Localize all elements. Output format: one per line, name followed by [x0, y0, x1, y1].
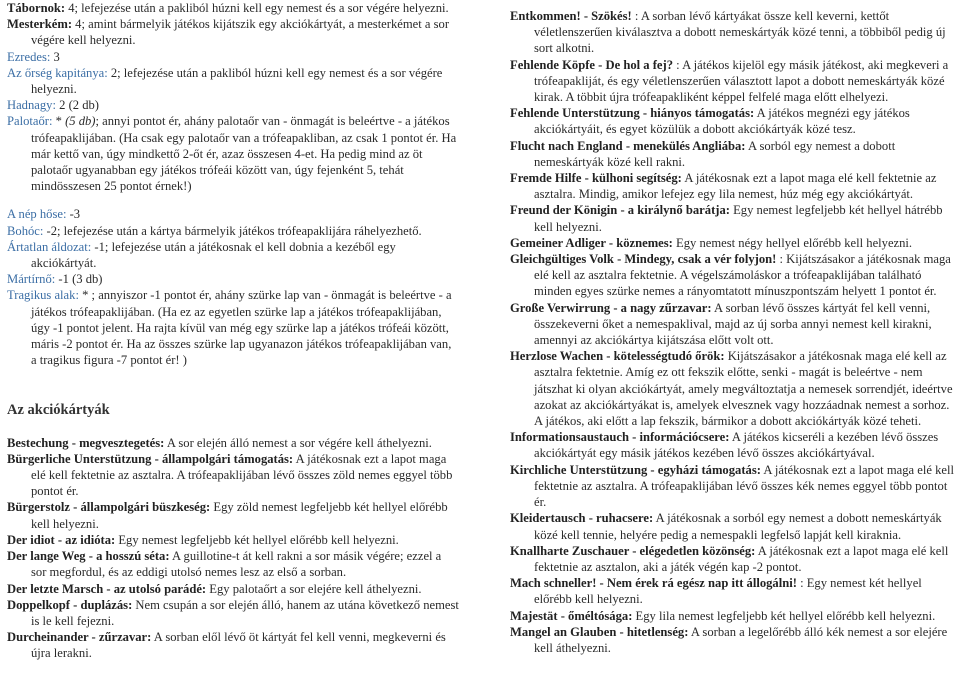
entry	[510, 8, 954, 57]
entry-text: : Kijátszásakor a játékosnak maga elé kell az asztalra fektetnie. A végelszámoláskor a trófeapaklijában található minden egyes szürke nemes a rányomtatott mínuszpontszám helyett 1 pontot ér.	[534, 252, 951, 299]
entry-label: Fremde Hilfe - külhoni segítség:	[510, 171, 682, 186]
entry	[510, 202, 954, 234]
entry-text: 3	[50, 49, 60, 64]
entry-text: A játékos kicseréli a kezében lévő összes akciókártyát egy másik játékos kezében lévő összes akciókártyával.	[534, 430, 939, 461]
entry	[510, 510, 954, 542]
entry-label: Der lange Weg - a hosszú séta:	[7, 549, 170, 564]
entry-text: Egy zöld nemest legfeljebb két hellyel előrébb kell helyezni.	[31, 500, 448, 531]
entry-text: Egy lila nemest legfeljebb két hellyel előrébb kell helyezni.	[632, 608, 936, 623]
entry	[510, 300, 954, 349]
entry-label: Bürgerliche Unterstützung - állampolgári támogatás:	[7, 451, 294, 466]
entry-label: Kirchliche Unterstützung - egyházi támogatás:	[510, 462, 761, 477]
entry-label: Durcheinander - zűrzavar:	[7, 630, 152, 645]
entry	[510, 170, 954, 202]
tragikus-entry	[7, 287, 459, 368]
entry-label: Majestät - őméltósága:	[510, 608, 633, 623]
entry	[510, 138, 954, 170]
entry	[7, 451, 459, 500]
palotaor-entry	[7, 113, 459, 194]
entry-label: Gemeiner Adliger - köznemes:	[510, 235, 673, 250]
entry	[7, 581, 459, 597]
entry	[7, 49, 459, 65]
entry-text: A játékos megnézi egy játékos akciókártyáit, és egyet közülük a dobott akciókártyák közé tesz.	[534, 106, 910, 137]
entry-label: Bürgerstolz - állampolgári büszkeség:	[7, 500, 211, 515]
actions-right-list	[510, 8, 954, 656]
entry-text: A játékosnak ezt a lapot maga elé kell fektetnie az asztalra. A trófeapaklijában lévő összes kék nemes eggyel több pontot ér.	[534, 462, 954, 510]
entry-text: A sorból egy nemest a dobott nemeskártyák közé kell rakni.	[534, 138, 896, 169]
entry-label: Ártatlan áldozat:	[7, 239, 92, 254]
entry-text: 4; lefejezése után a pakliból húzni kell egy nemest és a sor végére helyezni.	[65, 1, 449, 15]
entry-text: : Egy nemest két hellyel előrébb kell helyezni.	[534, 576, 922, 607]
section-title: Az akciókártyák	[7, 402, 110, 419]
entry-text: Egy nemest legfeljebb két hellyel hátrébb kell helyezni.	[534, 203, 943, 234]
entry-label: Az őrség kapitánya:	[7, 65, 108, 80]
palotaor-name: Palotaőr:	[7, 114, 53, 129]
entry	[7, 499, 459, 531]
nep-hose-name: A nép hőse:	[7, 207, 67, 222]
entry-label: Große Verwirrung - a nagy zűrzavar:	[510, 300, 712, 315]
entry	[7, 16, 459, 48]
palotaor-text: ; annyi pontot ér, ahány palotaőr van - önmagát is beleértve - a játékos trófeapaklijában. (Ha csak egy palotaőr van a trófeapakliban, az csak 1 pontot ér. Ha már kettő van, úgy mindkettő 2-őt ér, azaz összesen 4-et. Ha pedig mind az öt palotaőr ugyanabban egy játékos trófeái között van, úgy fejenként 5, tehát mindösszesen 25 pontot érnek!)	[31, 114, 457, 194]
entry-text: A sorban a legelőrébb álló kék nemest a sor elejére kell áthelyezni.	[534, 624, 948, 655]
entry-text: Egy nemest legfeljebb két hellyel előrébb kell helyezni.	[115, 532, 399, 547]
entry	[7, 532, 459, 548]
entry-text: -2; lefejezése után a kártya bármelyik játékos trófeapaklijára ráhelyezhető.	[43, 223, 422, 238]
entry-text: A sorban elől lévő öt kártyát fel kell venni, megkeverni és újra lerakni.	[31, 630, 446, 661]
entry-label: Mesterkém:	[7, 17, 73, 32]
actions-left-list	[7, 435, 459, 662]
entry-text: -1; lefejezése után a játékosnak el kell dobnia a kezéből egy akciókártyát.	[31, 239, 396, 271]
entry-text: A játékosnak ezt a lapot maga elé kell fektetnie az asztalra. A trófeapaklijában lévő összes zöld nemes eggyel több pontot ér.	[31, 451, 453, 499]
nep-hose-entry	[7, 206, 459, 222]
entry-text: Nem csupán a sor elején álló, hanem az utána következő nemest is le kell fejezni.	[31, 597, 459, 628]
entry	[510, 235, 954, 251]
entry	[510, 608, 954, 624]
entry-label: Der letzte Marsch - az utolsó parádé:	[7, 581, 207, 596]
entry-label: Der idiot - az idióta:	[7, 532, 116, 547]
entry-label: Gleichgültiges Volk - Mindegy, csak a vér folyjon!	[510, 252, 777, 267]
entry-label: Herzlose Wachen - kötelességtudó őrök:	[510, 349, 725, 364]
entry	[510, 57, 954, 106]
roles-bottom-list	[7, 223, 459, 288]
tragikus-name: Tragikus alak:	[7, 288, 79, 303]
entry	[510, 251, 954, 300]
entry-text: : A sorban lévő kártyákat össze kell keverni, kettőt véletlenszerűen kiválasztva a dobott nemeskártyák közé tenni, a többiből pedig új sort alkotni.	[534, 9, 946, 56]
entry-text: Egy palotaőrt a sor elejére kell áthelyezni.	[206, 581, 422, 596]
entry-text: A sor elején álló nemest a sor végére kell áthelyezni.	[164, 435, 432, 450]
entry-text: Egy nemest négy hellyel előrébb kell helyezni.	[672, 235, 913, 250]
entry-label: Hadnagy:	[7, 98, 56, 113]
entry	[7, 0, 459, 16]
left-column	[7, 0, 459, 662]
entry-label: Informationsaustauch - információcsere:	[510, 430, 730, 445]
entry-label: Freund der Königin - a királynő barátja:	[510, 203, 730, 218]
entry	[7, 97, 459, 113]
entry-text: A sorban lévő összes kártyát fel kell venni, összekeverni őket a nemespaklival, majd az új sorba annyi nemest kell kirakni, amennyi az akciókártya kijátszása előtt volt ott.	[534, 300, 932, 348]
entry	[7, 548, 459, 580]
entry-label: Mártírnő:	[7, 272, 56, 287]
entry	[7, 239, 459, 271]
entry-text: A játékosnak ezt a lapot maga elé kell fektetnie az asztalon, aki a játék végén kap -2 pontot.	[534, 543, 949, 574]
entry-text: : A játékos kijelöl egy másik játékost, aki megkeveri a trófeapakliját, és egy véletlenszerűen választott lapot a dobott nemeskártyák közé kirak. A többit újra trófeapakliként képpel felfelé maga előtt elhelyezi.	[534, 57, 949, 105]
palotaor-star: *	[52, 114, 66, 129]
palotaor-count: (5 db)	[65, 114, 96, 129]
entry-label: Flucht nach England - menekülés Angliába:	[510, 138, 746, 153]
entry	[510, 462, 954, 511]
entry	[510, 575, 954, 607]
roles-top-list	[7, 0, 459, 113]
entry-text: 4; amint bármelyik játékos kijátszik egy akciókártyát, a mesterkémet a sor végére kell helyezni.	[31, 17, 450, 48]
entry-text: A játékosnak a sorból egy nemest a dobott nemeskártyák közé kell tennie, helyére pedig a nemespakli legfelső lapját kell kiraknia.	[534, 511, 942, 542]
entry-label: Tábornok:	[7, 1, 66, 15]
entry	[510, 543, 954, 575]
entry-label: Kleidertausch - ruhacsere:	[510, 511, 654, 526]
entry-label: Fehlende Unterstützung - hiányos támogatás:	[510, 106, 755, 121]
entry	[7, 629, 459, 661]
entry-label: Fehlende Köpfe - De hol a fej?	[510, 57, 673, 72]
tragikus-text: * ; annyiszor -1 pontot ér, ahány szürke lap van - önmagát is beleértve - a játékos trófeapaklijában. (Ha ez az egyetlen szürke lap a játékos trófeapaklijában, úgy -1 pontot jelent. Ha rajta kívül van még egy szürke lap a játékos trófeái között, máris -2 pontot ér. Ha az összes szürke lap ugyanazon játékos trófeapaklijában van, a tragikus figura -7 pontot ér! )	[31, 288, 452, 368]
entry	[7, 65, 459, 97]
entry	[7, 271, 459, 287]
entry-label: Bohóc:	[7, 223, 44, 238]
nep-hose-text: -3	[66, 207, 81, 222]
entry-label: Ezredes:	[7, 49, 51, 64]
entry-text: A játékosnak ezt a lapot maga elé kell fektetnie az asztalra. Mindig, amikor lefejez egy lila nemest, húz még egy akciókártyát.	[534, 171, 937, 202]
entry	[510, 105, 954, 137]
right-column	[510, 8, 954, 656]
entry-label: Bestechung - megvesztegetés:	[7, 435, 165, 450]
entry	[510, 348, 954, 429]
entry-text: -1 (3 db)	[55, 272, 103, 287]
entry-label: Doppelkopf - duplázás:	[7, 597, 133, 612]
entry-text: A guillotine-t át kell rakni a sor másik végére; ezzel a sor megfordul, és az eddigi utolsó nemes lesz az első a sorban.	[31, 549, 442, 580]
entry-label: Mangel an Glauben - hitetlenség:	[510, 624, 689, 639]
entry-text: 2; lefejezése után a pakliból húzni kell egy nemest és a sor végére helyezni.	[31, 65, 443, 97]
entry	[510, 624, 954, 656]
entry	[7, 435, 459, 451]
entry-label: Entkommen! - Szökés!	[510, 9, 632, 23]
entry-label: Knallharte Zuschauer - elégedetlen közönség:	[510, 543, 756, 558]
entry-label: Mach schneller! - Nem érek rá egész nap itt állogálni!	[510, 576, 797, 591]
entry	[7, 597, 459, 629]
entry-text: Kijátszásakor a játékosnak maga elé kell az asztalra fektetnie. Amíg ez ott fekszik előtte, senki - magát is beleértve - nem játszhat ki olyan akciókártyát, amely megváltoztatja a nemesek sorrendjét, ideértve azokat az akciókártyákat is, amelyek elvesznek vagy hozzáadnak nemest a sorhoz. A játékos, aki előtt a lap fekszik, bármikor a dobott akciókártyák közé teheti.	[534, 349, 953, 429]
entry	[7, 223, 459, 239]
entry-text: 2 (2 db)	[55, 98, 99, 113]
entry	[510, 429, 954, 461]
